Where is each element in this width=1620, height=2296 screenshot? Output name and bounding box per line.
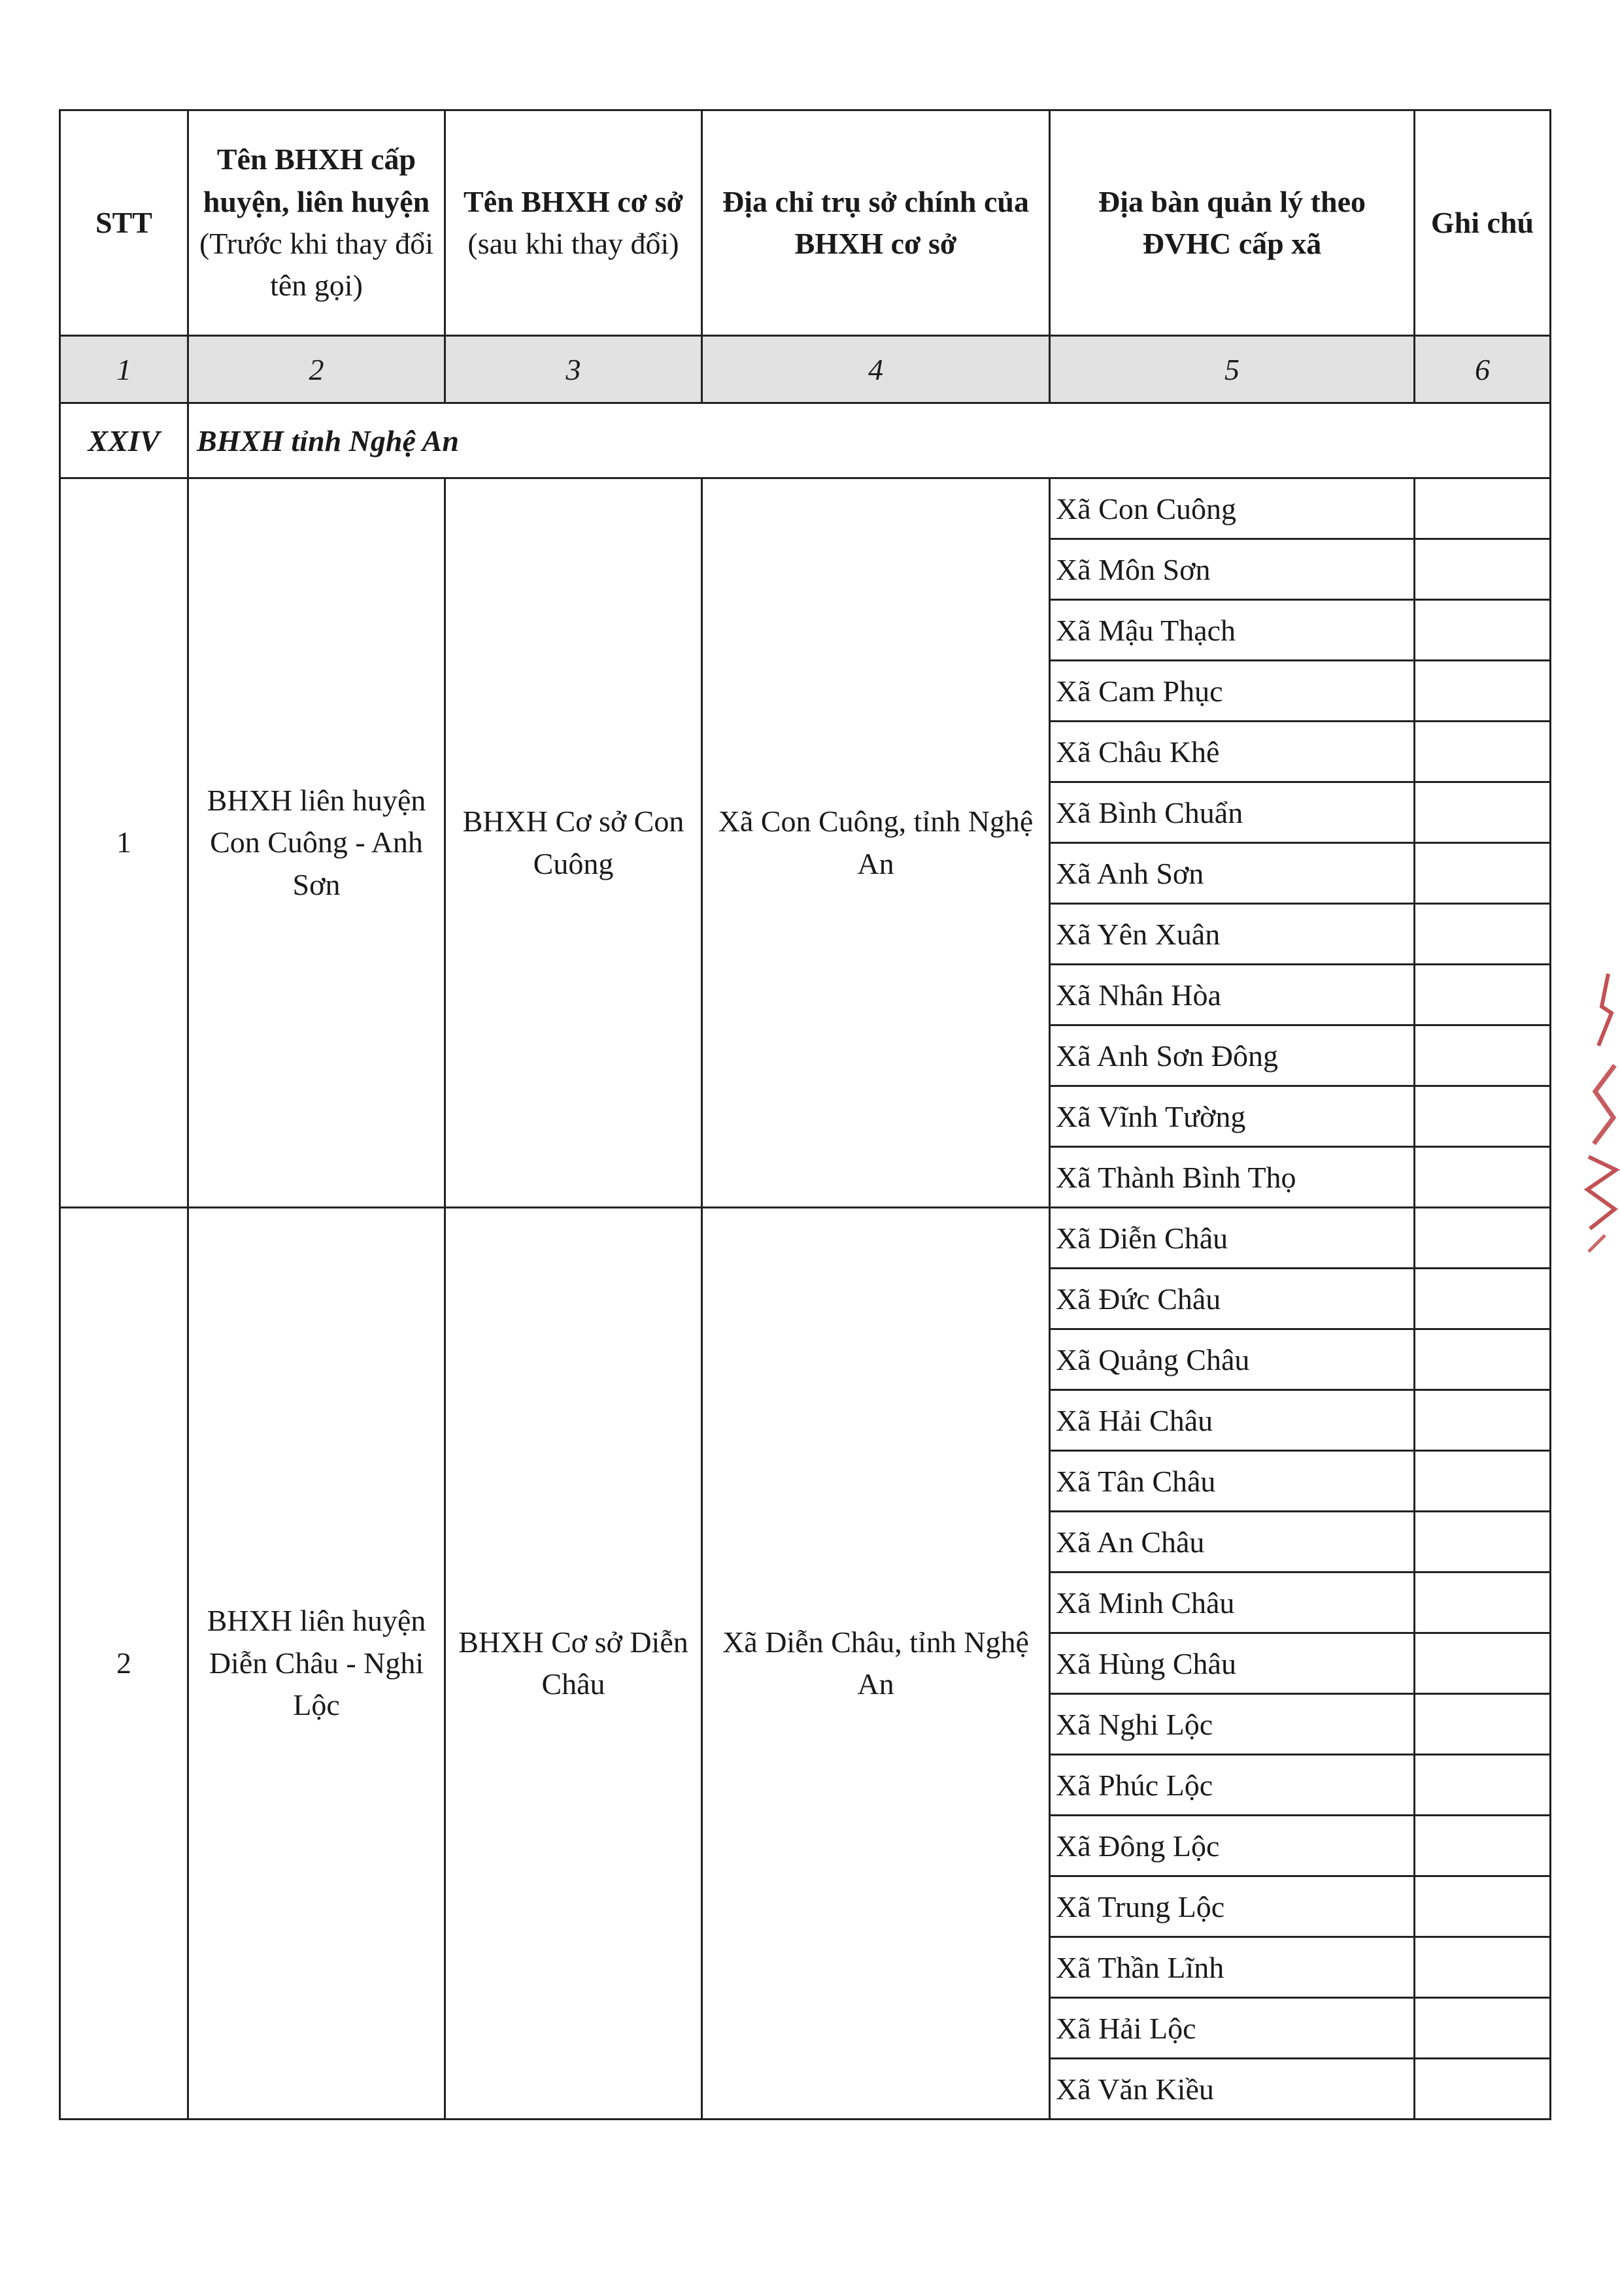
column-number: 1 (60, 336, 188, 403)
column-number-row (60, 336, 1551, 403)
commune-name: Xã Hải Lộc (1050, 1998, 1415, 2059)
commune-name: Xã Tân Châu (1050, 1451, 1415, 1512)
note-cell (1415, 1329, 1551, 1390)
note-cell (1415, 1269, 1551, 1329)
old-office-name: BHXH liên huyện Con Cuông - Anh Sơn (188, 478, 445, 1208)
note-cell (1415, 1451, 1551, 1512)
column-number: 6 (1415, 336, 1551, 403)
table-row (60, 1208, 1551, 1269)
note-cell (1415, 1998, 1551, 2059)
group-stt: 2 (60, 1208, 188, 2120)
header-communes: Địa bàn quản lý theo ĐVHC cấp xã (1050, 110, 1415, 336)
commune-name: Xã Con Cuông (1050, 478, 1415, 539)
section-title: BHXH tỉnh Nghệ An (188, 403, 1551, 478)
note-cell (1415, 904, 1551, 965)
note-cell (1415, 1147, 1551, 1208)
commune-name: Xã Bình Chuẩn (1050, 782, 1415, 843)
commune-name: Xã Thần Lĩnh (1050, 1937, 1415, 1998)
note-cell (1415, 1572, 1551, 1633)
header-new-name: Tên BHXH cơ sở (sau khi thay đổi) (445, 110, 702, 336)
commune-name: Xã Đức Châu (1050, 1269, 1415, 1329)
old-office-name: BHXH liên huyện Diễn Châu - Nghi Lộc (188, 1208, 445, 2120)
note-cell (1415, 965, 1551, 1025)
group-stt: 1 (60, 478, 188, 1208)
section-number: XXIV (60, 403, 188, 478)
note-cell (1415, 1086, 1551, 1147)
commune-name: Xã Hải Châu (1050, 1390, 1415, 1451)
commune-name: Xã Trung Lộc (1050, 1876, 1415, 1937)
header-address: Địa chỉ trụ sở chính của BHXH cơ sở (702, 110, 1050, 336)
note-cell (1415, 782, 1551, 843)
commune-name: Xã Anh Sơn (1050, 843, 1415, 904)
commune-name: Xã Đông Lộc (1050, 1816, 1415, 1876)
header-stt: STT (60, 110, 188, 336)
note-cell (1415, 1876, 1551, 1937)
note-cell (1415, 1694, 1551, 1755)
new-office-name: BHXH Cơ sở Diễn Châu (445, 1208, 702, 2120)
note-cell (1415, 1208, 1551, 1269)
note-cell (1415, 478, 1551, 539)
header-row (60, 110, 1551, 336)
header-notes: Ghi chú (1415, 110, 1551, 336)
commune-name: Xã Văn Kiều (1050, 2059, 1415, 2120)
commune-name: Xã Quảng Châu (1050, 1329, 1415, 1390)
commune-name: Xã Châu Khê (1050, 722, 1415, 782)
commune-name: Xã Vĩnh Tường (1050, 1086, 1415, 1147)
red-seal-stamp-icon (1576, 967, 1620, 1255)
note-cell (1415, 1633, 1551, 1694)
column-number: 5 (1050, 336, 1415, 403)
commune-name: Xã Cam Phục (1050, 661, 1415, 722)
note-cell (1415, 1816, 1551, 1876)
table-row (60, 478, 1551, 539)
header-old-name: Tên BHXH cấp huyện, liên huyện (Trước khi thay đổi tên gọi) (188, 110, 445, 336)
section-row (60, 403, 1551, 478)
commune-name: Xã An Châu (1050, 1512, 1415, 1572)
note-cell (1415, 661, 1551, 722)
commune-name: Xã Nghi Lộc (1050, 1694, 1415, 1755)
office-mapping-table (59, 109, 1551, 2120)
note-cell (1415, 843, 1551, 904)
note-cell (1415, 1937, 1551, 1998)
commune-name: Xã Thành Bình Thọ (1050, 1147, 1415, 1208)
column-number: 2 (188, 336, 445, 403)
commune-name: Xã Môn Sơn (1050, 539, 1415, 600)
note-cell (1415, 1025, 1551, 1086)
note-cell (1415, 722, 1551, 782)
note-cell (1415, 2059, 1551, 2120)
commune-name: Xã Phúc Lộc (1050, 1755, 1415, 1816)
note-cell (1415, 1512, 1551, 1572)
commune-name: Xã Hùng Châu (1050, 1633, 1415, 1694)
commune-name: Xã Minh Châu (1050, 1572, 1415, 1633)
new-office-name: BHXH Cơ sở Con Cuông (445, 478, 702, 1208)
office-address: Xã Diễn Châu, tỉnh Nghệ An (702, 1208, 1050, 2120)
commune-name: Xã Diễn Châu (1050, 1208, 1415, 1269)
column-number: 4 (702, 336, 1050, 403)
note-cell (1415, 600, 1551, 661)
note-cell (1415, 1390, 1551, 1451)
commune-name: Xã Anh Sơn Đông (1050, 1025, 1415, 1086)
commune-name: Xã Yên Xuân (1050, 904, 1415, 965)
column-number: 3 (445, 336, 702, 403)
note-cell (1415, 1755, 1551, 1816)
commune-name: Xã Nhân Hòa (1050, 965, 1415, 1025)
note-cell (1415, 539, 1551, 600)
commune-name: Xã Mậu Thạch (1050, 600, 1415, 661)
office-address: Xã Con Cuông, tỉnh Nghệ An (702, 478, 1050, 1208)
